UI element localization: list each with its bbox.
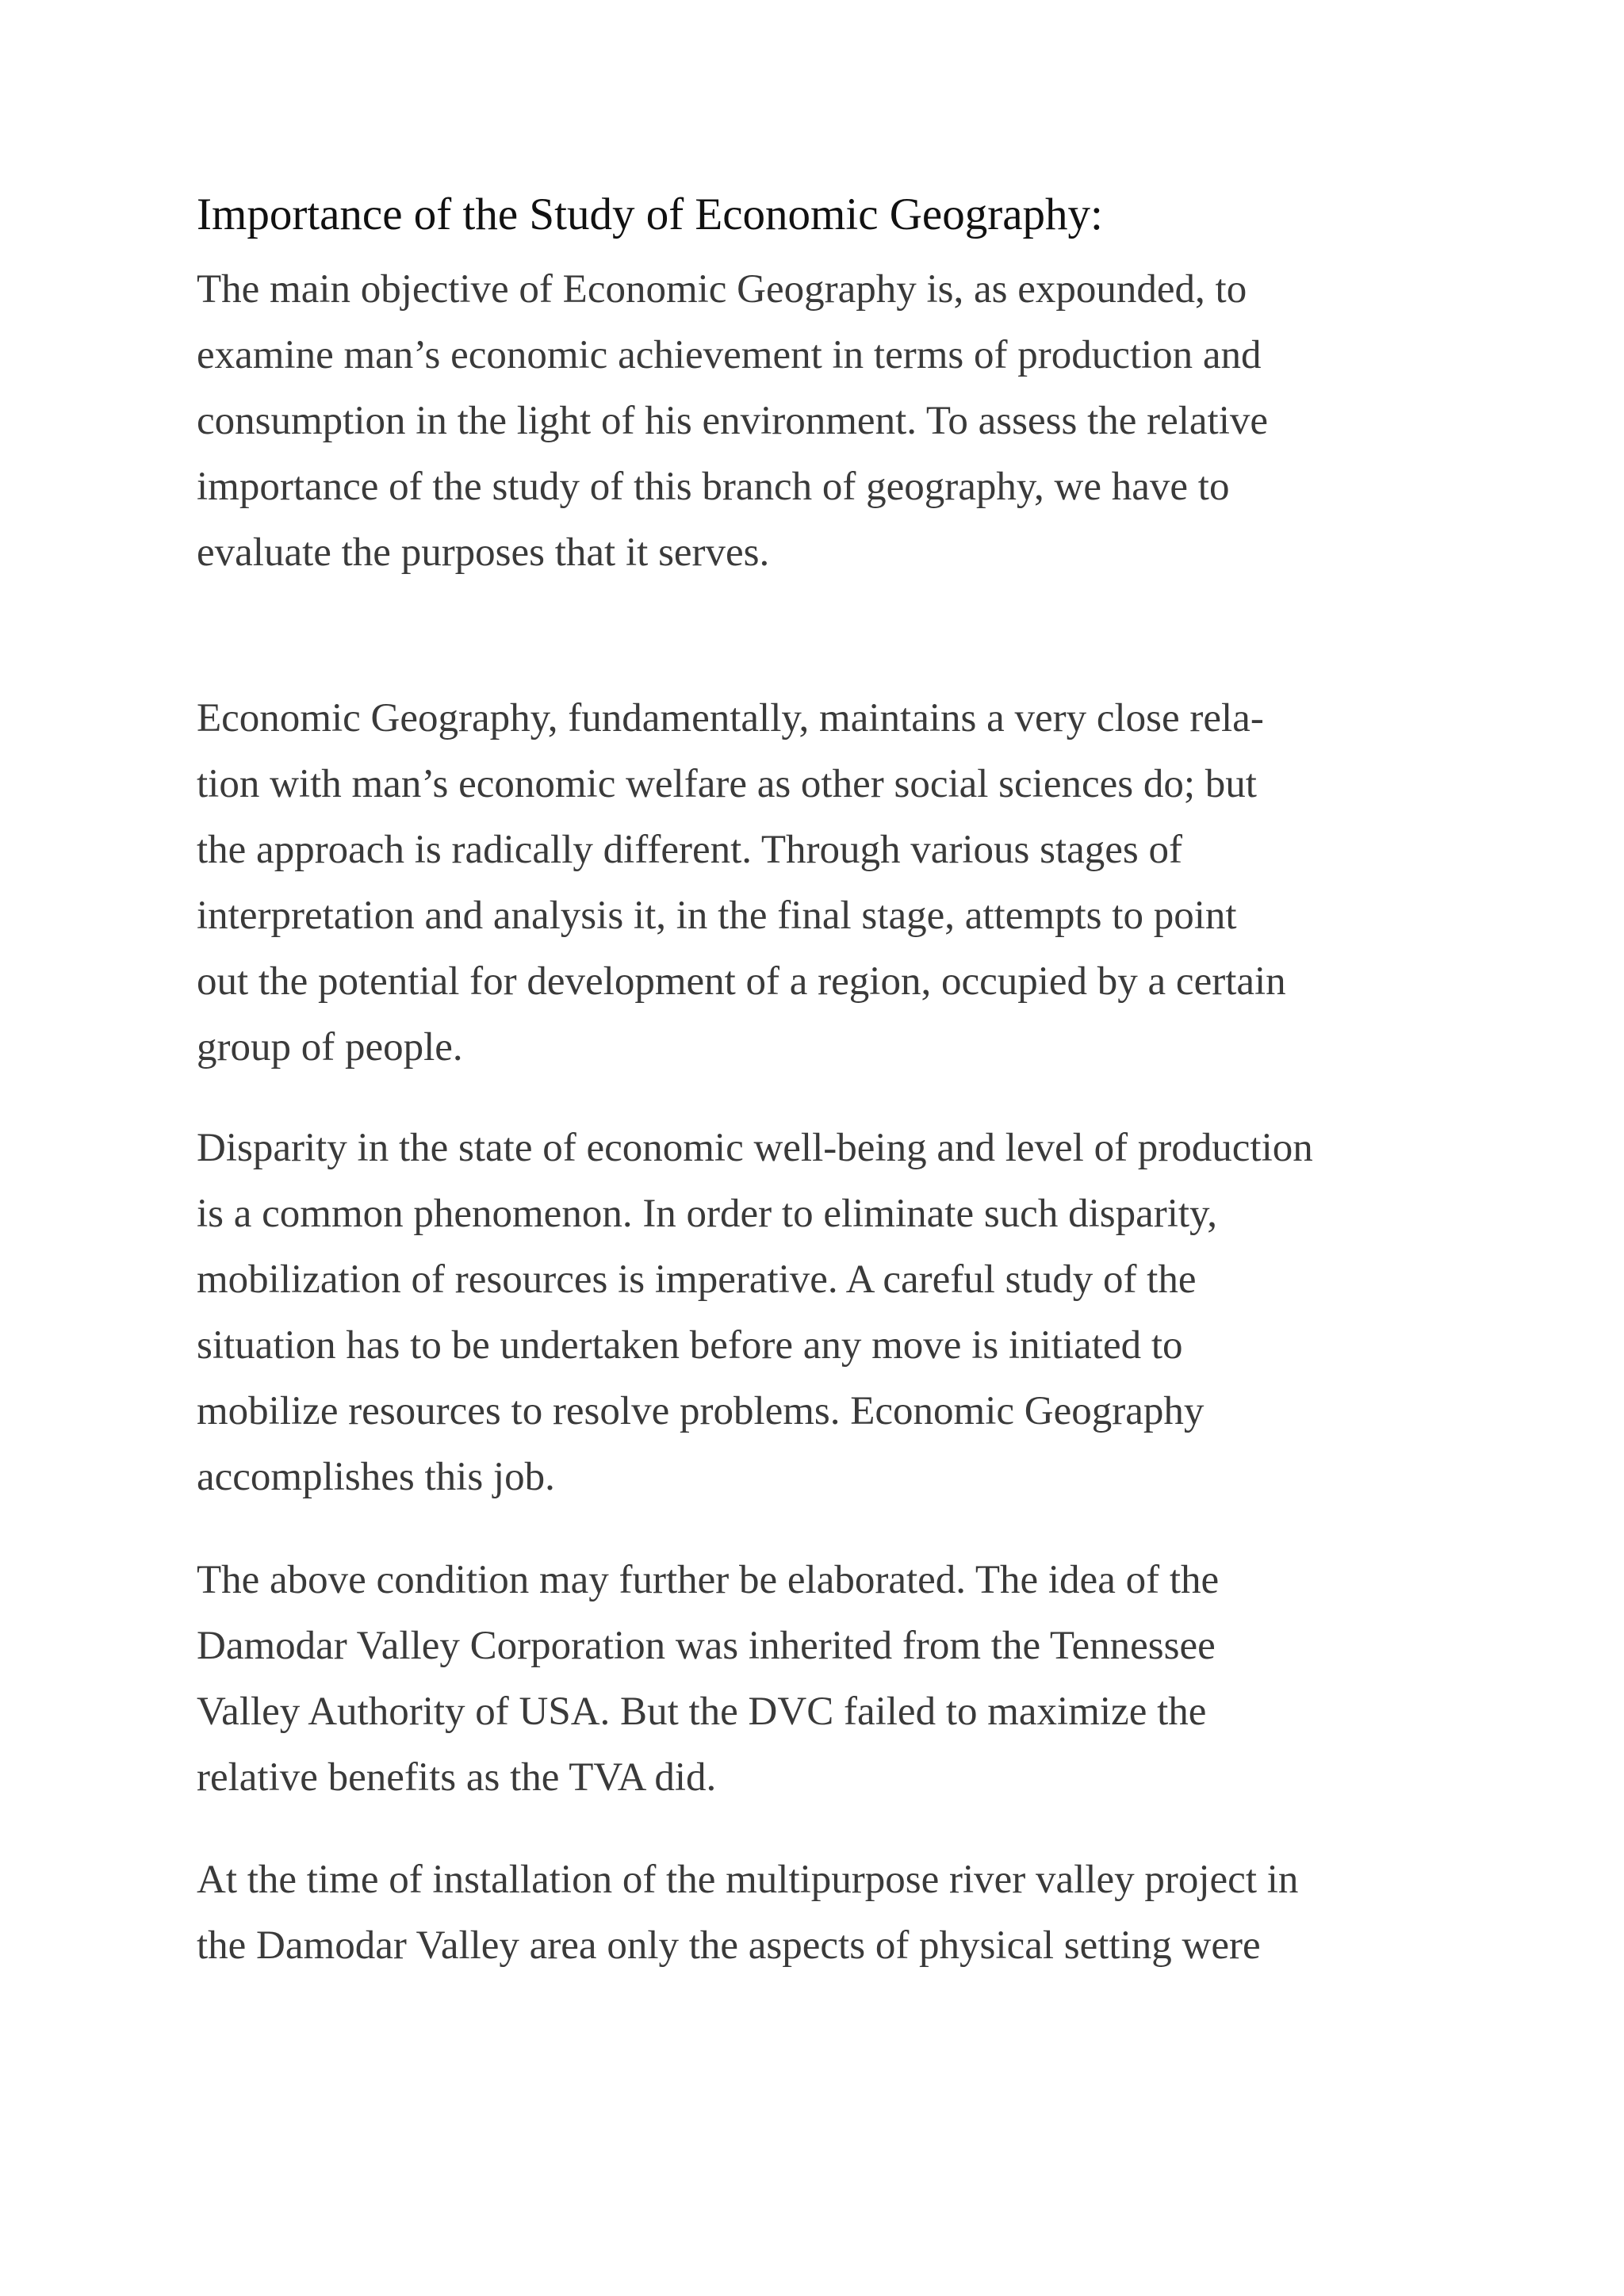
page-heading: Importance of the Study of Economic Geography: — [197, 189, 1103, 239]
paragraph-4-line-2: Damodar Valley Corporation was inherited from the Tennessee — [197, 1624, 1216, 1668]
paragraph-2-line-1: Economic Geography, fundamentally, maintains a very close rela- — [197, 696, 1264, 740]
paragraph-1-line-5: evaluate the purposes that it serves. — [197, 530, 770, 575]
paragraph-1-line-4: importance of the study of this branch of geography, we have to — [197, 465, 1230, 509]
paragraph-4-line-4: relative benefits as the TVA did. — [197, 1755, 717, 1800]
paragraph-1-line-2: examine man’s economic achievement in terms of production and — [197, 333, 1262, 377]
paragraph-5-line-1: At the time of installation of the multipurpose river valley project in — [197, 1858, 1299, 1902]
paragraph-3-line-2: is a common phenomenon. In order to eliminate such disparity, — [197, 1192, 1217, 1236]
paragraph-2-line-6: group of people. — [197, 1025, 463, 1070]
paragraph-2-line-3: the approach is radically different. Through various stages of — [197, 828, 1182, 872]
paragraph-2-line-2: tion with man’s economic welfare as other social sciences do; but — [197, 762, 1257, 806]
paragraph-3-line-4: situation has to be undertaken before any move is initiated to — [197, 1323, 1183, 1368]
paragraph-1-line-1: The main objective of Economic Geography is, as expounded, to — [197, 267, 1247, 312]
paragraph-4-line-1: The above condition may further be elaborated. The idea of the — [197, 1558, 1220, 1602]
paragraph-5-line-2: the Damodar Valley area only the aspects of physical setting were — [197, 1923, 1261, 1968]
paragraph-3-line-6: accomplishes this job. — [197, 1455, 555, 1499]
paragraph-1-line-3: consumption in the light of his environment. To assess the relative — [197, 399, 1269, 443]
paragraph-3-line-1: Disparity in the state of economic well-being and level of production — [197, 1126, 1313, 1170]
paragraph-3-line-3: mobilization of resources is imperative. A careful study of the — [197, 1257, 1197, 1302]
paragraph-2-line-5: out the potential for development of a region, occupied by a certain — [197, 959, 1286, 1004]
paragraph-2-line-4: interpretation and analysis it, in the final stage, attempts to point — [197, 894, 1237, 938]
paragraph-3-line-5: mobilize resources to resolve problems. Economic Geography — [197, 1389, 1205, 1433]
paragraph-4-line-3: Valley Authority of USA. But the DVC failed to maximize the — [197, 1689, 1207, 1734]
